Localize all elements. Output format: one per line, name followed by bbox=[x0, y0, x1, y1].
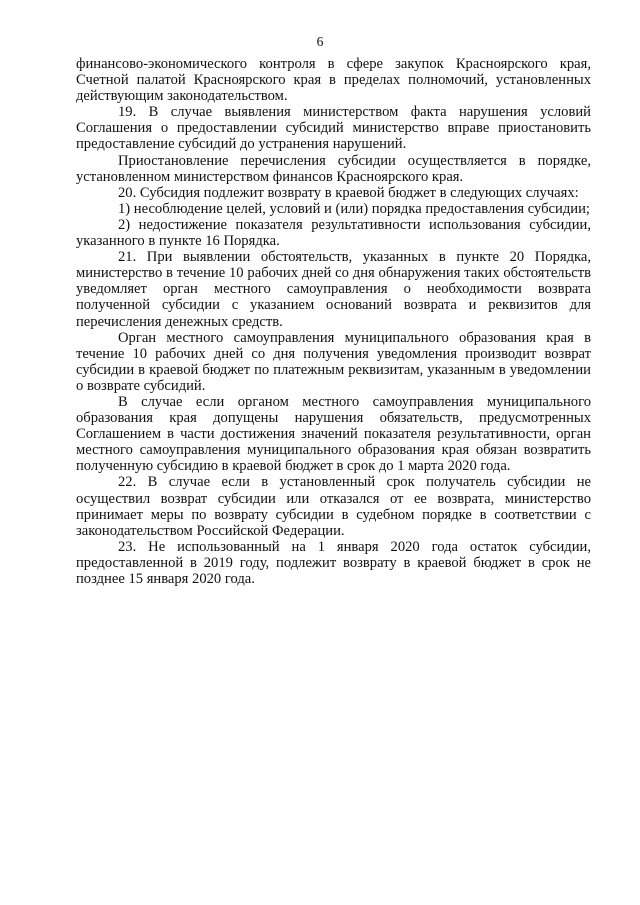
paragraph-refund-procedure: Орган местного самоуправления муниципального образования края в течение 10 рабочих дней со дня получения уведомления производит возврат субсидии в краевой бюджет по платежным реквизитам, указанным в уведомлении о возврате субсидий. bbox=[76, 329, 591, 394]
paragraph-clause-23: 23. Не использованный на 1 января 2020 года остаток субсидии, предоставленной в 2019 году, подлежит возврату в краевой бюджет в срок не позднее 15 января 2020 года. bbox=[76, 538, 591, 587]
document-body bbox=[76, 56, 591, 587]
paragraph-continuation: финансово-экономического контроля в сфере закупок Красноярского края, Счетной палатой Красноярского края в пределах полномочий, установленных действующим законодательством. bbox=[76, 56, 591, 105]
paragraph-clause-20-item-2: 2) недостижение показателя результативности использования субсидии, указанного в пункте 16 Порядка. bbox=[76, 216, 591, 250]
paragraph-clause-20-item-1: 1) несоблюдение целей, условий и (или) порядка предоставления субсидии; bbox=[118, 200, 590, 217]
paragraph-violation-refund: В случае если органом местного самоуправления муниципального образования края допущены нарушения обязательств, предусмотренных Соглашением в части достижения значений показателя результативности, орган местного самоуправления муниципального образования края обязан возвратить полученную субсидию в краевой бюджет в срок до 1 марта 2020 года. bbox=[76, 393, 591, 475]
paragraph-clause-19: 19. В случае выявления министерством факта нарушения условий Соглашения о предоставлении субсидий министерство вправе приостановить предоставление субсидий до устранения нарушений. bbox=[76, 104, 591, 153]
paragraph-clause-22: 22. В случае если в установленный срок получатель субсидии не осуществил возврат субсидии или отказался от ее возврата, министерство принимает меры по возврату субсидии в судебном порядке в соответствии с законодательством Российской Федерации. bbox=[76, 474, 591, 539]
paragraph-clause-20: 20. Субсидия подлежит возврату в краевой бюджет в следующих случаях: bbox=[118, 184, 579, 201]
paragraph-suspension: Приостановление перечисления субсидии осуществляется в порядке, установленном министерством финансов Красноярского края. bbox=[76, 152, 591, 185]
page-number: 6 bbox=[316, 34, 324, 49]
paragraph-clause-21: 21. При выявлении обстоятельств, указанных в пункте 20 Порядка, министерство в течение 10 рабочих дней со дня обнаружения таких обстоятельств уведомляет орган местного самоуправления о необходимости возврата полученной субсидии с указанием оснований возврата и реквизитов для перечисления денежных средств. bbox=[76, 249, 591, 330]
